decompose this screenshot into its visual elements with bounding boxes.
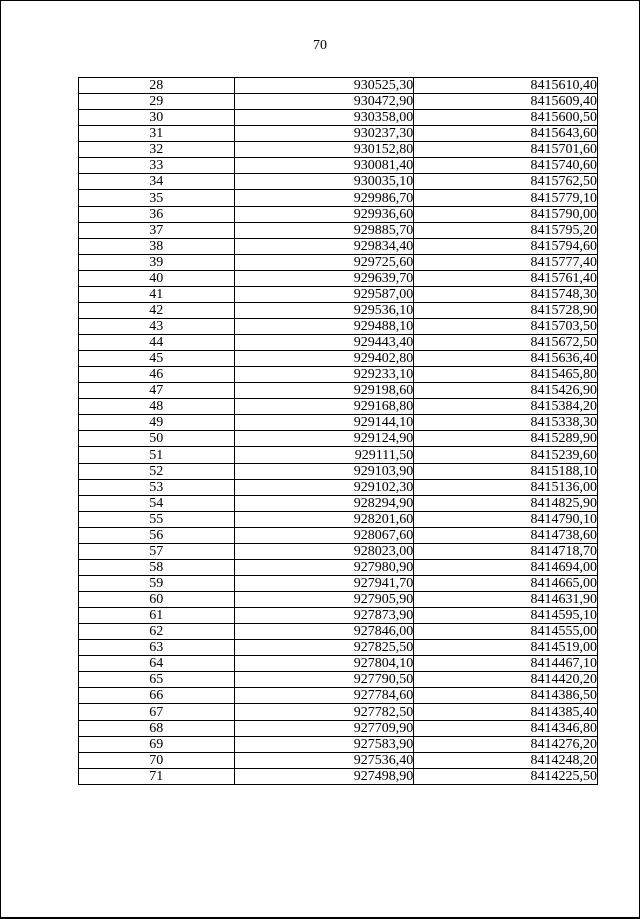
y-coordinate-cell: 8414631,90 [414, 592, 598, 608]
page-number: 70 [313, 38, 327, 53]
x-coordinate-cell: 928201,60 [234, 511, 414, 527]
point-number-cell: 60 [79, 592, 235, 608]
y-coordinate-cell: 8414825,90 [414, 495, 598, 511]
y-coordinate-cell: 8415636,40 [414, 351, 598, 367]
y-coordinate-cell: 8414225,50 [414, 768, 598, 784]
y-coordinate-cell: 8415740,60 [414, 158, 598, 174]
table-row [79, 431, 598, 447]
point-number-cell: 64 [79, 656, 235, 672]
x-coordinate-cell: 929443,40 [234, 335, 414, 351]
table-row [79, 270, 598, 286]
point-number-cell: 65 [79, 672, 235, 688]
point-number-cell: 62 [79, 624, 235, 640]
point-number-cell: 41 [79, 286, 235, 302]
point-number-cell: 28 [79, 78, 235, 94]
x-coordinate-cell: 927583,90 [234, 736, 414, 752]
table-row [79, 302, 598, 318]
y-coordinate-cell: 8414420,20 [414, 672, 598, 688]
point-number-cell: 33 [79, 158, 235, 174]
point-number-cell: 56 [79, 527, 235, 543]
x-coordinate-cell: 929725,60 [234, 254, 414, 270]
y-coordinate-cell: 8414665,00 [414, 575, 598, 591]
point-number-cell: 44 [79, 335, 235, 351]
point-number-cell: 71 [79, 768, 235, 784]
x-coordinate-cell: 929111,50 [234, 447, 414, 463]
point-number-cell: 34 [79, 174, 235, 190]
x-coordinate-cell: 929885,70 [234, 222, 414, 238]
y-coordinate-cell: 8414248,20 [414, 752, 598, 768]
x-coordinate-cell: 930081,40 [234, 158, 414, 174]
y-coordinate-cell: 8415790,00 [414, 206, 598, 222]
table-row [79, 672, 598, 688]
point-number-cell: 40 [79, 270, 235, 286]
table-row [79, 479, 598, 495]
point-number-cell: 52 [79, 463, 235, 479]
x-coordinate-cell: 929102,30 [234, 479, 414, 495]
y-coordinate-cell: 8415600,50 [414, 110, 598, 126]
x-coordinate-cell: 929639,70 [234, 270, 414, 286]
x-coordinate-cell: 930525,30 [234, 78, 414, 94]
y-coordinate-cell: 8414718,70 [414, 543, 598, 559]
y-coordinate-cell: 8414790,10 [414, 511, 598, 527]
y-coordinate-cell: 8415779,10 [414, 190, 598, 206]
x-coordinate-cell: 927905,90 [234, 592, 414, 608]
table-row [79, 174, 598, 190]
table-row [79, 559, 598, 575]
point-number-cell: 70 [79, 752, 235, 768]
table-row [79, 752, 598, 768]
x-coordinate-cell: 927536,40 [234, 752, 414, 768]
point-number-cell: 45 [79, 351, 235, 367]
x-coordinate-cell: 929168,80 [234, 399, 414, 415]
table-row [79, 94, 598, 110]
point-number-cell: 48 [79, 399, 235, 415]
point-number-cell: 32 [79, 142, 235, 158]
y-coordinate-cell: 8415136,00 [414, 479, 598, 495]
table-row [79, 656, 598, 672]
point-number-cell: 30 [79, 110, 235, 126]
table-row [79, 190, 598, 206]
x-coordinate-cell: 927784,60 [234, 688, 414, 704]
point-number-cell: 46 [79, 367, 235, 383]
y-coordinate-cell: 8415426,90 [414, 383, 598, 399]
table-row [79, 238, 598, 254]
x-coordinate-cell: 929124,90 [234, 431, 414, 447]
table-row [79, 704, 598, 720]
y-coordinate-cell: 8415762,50 [414, 174, 598, 190]
y-coordinate-cell: 8415188,10 [414, 463, 598, 479]
table-row [79, 543, 598, 559]
point-number-cell: 49 [79, 415, 235, 431]
table-row [79, 318, 598, 334]
x-coordinate-cell: 927498,90 [234, 768, 414, 784]
table-row [79, 415, 598, 431]
x-coordinate-cell: 930237,30 [234, 126, 414, 142]
table-row [79, 688, 598, 704]
table-row [79, 399, 598, 415]
table-row [79, 367, 598, 383]
y-coordinate-cell: 8415728,90 [414, 302, 598, 318]
point-number-cell: 37 [79, 222, 235, 238]
table-row [79, 351, 598, 367]
x-coordinate-cell: 929536,10 [234, 302, 414, 318]
point-number-cell: 38 [79, 238, 235, 254]
x-coordinate-cell: 928067,60 [234, 527, 414, 543]
point-number-cell: 59 [79, 575, 235, 591]
x-coordinate-cell: 928023,00 [234, 543, 414, 559]
y-coordinate-cell: 8415672,50 [414, 335, 598, 351]
y-coordinate-cell: 8414738,60 [414, 527, 598, 543]
y-coordinate-cell: 8415610,40 [414, 78, 598, 94]
y-coordinate-cell: 8414694,00 [414, 559, 598, 575]
y-coordinate-cell: 8415777,40 [414, 254, 598, 270]
point-number-cell: 67 [79, 704, 235, 720]
x-coordinate-cell: 929834,40 [234, 238, 414, 254]
point-number-cell: 61 [79, 608, 235, 624]
y-coordinate-cell: 8414276,20 [414, 736, 598, 752]
table-row [79, 495, 598, 511]
y-coordinate-cell: 8415701,60 [414, 142, 598, 158]
point-number-cell: 66 [79, 688, 235, 704]
y-coordinate-cell: 8414386,50 [414, 688, 598, 704]
x-coordinate-cell: 927790,50 [234, 672, 414, 688]
table-row [79, 511, 598, 527]
x-coordinate-cell: 929144,10 [234, 415, 414, 431]
table-row [79, 736, 598, 752]
point-number-cell: 43 [79, 318, 235, 334]
y-coordinate-cell: 8415609,40 [414, 94, 598, 110]
table-row [79, 608, 598, 624]
point-number-cell: 39 [79, 254, 235, 270]
x-coordinate-cell: 927709,90 [234, 720, 414, 736]
x-coordinate-cell: 927941,70 [234, 575, 414, 591]
table-row [79, 158, 598, 174]
point-number-cell: 57 [79, 543, 235, 559]
y-coordinate-cell: 8414555,00 [414, 624, 598, 640]
table-row [79, 286, 598, 302]
point-number-cell: 53 [79, 479, 235, 495]
y-coordinate-cell: 8415338,30 [414, 415, 598, 431]
table-row [79, 142, 598, 158]
y-coordinate-cell: 8415465,80 [414, 367, 598, 383]
table-row [79, 463, 598, 479]
point-number-cell: 63 [79, 640, 235, 656]
x-coordinate-cell: 927825,50 [234, 640, 414, 656]
y-coordinate-cell: 8415643,60 [414, 126, 598, 142]
table-row [79, 383, 598, 399]
table-row [79, 592, 598, 608]
x-coordinate-cell: 927873,90 [234, 608, 414, 624]
point-number-cell: 69 [79, 736, 235, 752]
table-row [79, 126, 598, 142]
x-coordinate-cell: 927782,50 [234, 704, 414, 720]
point-number-cell: 58 [79, 559, 235, 575]
point-number-cell: 36 [79, 206, 235, 222]
y-coordinate-cell: 8414467,10 [414, 656, 598, 672]
table-row [79, 222, 598, 238]
table-row [79, 624, 598, 640]
x-coordinate-cell: 927804,10 [234, 656, 414, 672]
coordinates-table [78, 77, 598, 785]
y-coordinate-cell: 8415761,40 [414, 270, 598, 286]
table-row [79, 447, 598, 463]
y-coordinate-cell: 8414385,40 [414, 704, 598, 720]
x-coordinate-cell: 929587,00 [234, 286, 414, 302]
point-number-cell: 42 [79, 302, 235, 318]
y-coordinate-cell: 8415795,20 [414, 222, 598, 238]
point-number-cell: 55 [79, 511, 235, 527]
y-coordinate-cell: 8414346,80 [414, 720, 598, 736]
point-number-cell: 35 [79, 190, 235, 206]
x-coordinate-cell: 930358,00 [234, 110, 414, 126]
table-row [79, 720, 598, 736]
y-coordinate-cell: 8415748,30 [414, 286, 598, 302]
y-coordinate-cell: 8415289,90 [414, 431, 598, 447]
point-number-cell: 29 [79, 94, 235, 110]
point-number-cell: 47 [79, 383, 235, 399]
table-row [79, 335, 598, 351]
x-coordinate-cell: 929198,60 [234, 383, 414, 399]
table-row [79, 206, 598, 222]
point-number-cell: 31 [79, 126, 235, 142]
x-coordinate-cell: 929936,60 [234, 206, 414, 222]
y-coordinate-cell: 8415794,60 [414, 238, 598, 254]
x-coordinate-cell: 927846,00 [234, 624, 414, 640]
x-coordinate-cell: 929103,90 [234, 463, 414, 479]
x-coordinate-cell: 929233,10 [234, 367, 414, 383]
table-row [79, 640, 598, 656]
y-coordinate-cell: 8415239,60 [414, 447, 598, 463]
y-coordinate-cell: 8415703,50 [414, 318, 598, 334]
x-coordinate-cell: 930152,80 [234, 142, 414, 158]
y-coordinate-cell: 8414595,10 [414, 608, 598, 624]
table-row [79, 575, 598, 591]
point-number-cell: 54 [79, 495, 235, 511]
x-coordinate-cell: 930035,10 [234, 174, 414, 190]
y-coordinate-cell: 8414519,00 [414, 640, 598, 656]
x-coordinate-cell: 927980,90 [234, 559, 414, 575]
table-row [79, 110, 598, 126]
x-coordinate-cell: 930472,90 [234, 94, 414, 110]
x-coordinate-cell: 929488,10 [234, 318, 414, 334]
point-number-cell: 68 [79, 720, 235, 736]
point-number-cell: 50 [79, 431, 235, 447]
x-coordinate-cell: 928294,90 [234, 495, 414, 511]
table-row [79, 78, 598, 94]
x-coordinate-cell: 929986,70 [234, 190, 414, 206]
coordinates-table-body [79, 78, 598, 785]
point-number-cell: 51 [79, 447, 235, 463]
table-row [79, 254, 598, 270]
x-coordinate-cell: 929402,80 [234, 351, 414, 367]
y-coordinate-cell: 8415384,20 [414, 399, 598, 415]
table-row [79, 768, 598, 784]
table-row [79, 527, 598, 543]
